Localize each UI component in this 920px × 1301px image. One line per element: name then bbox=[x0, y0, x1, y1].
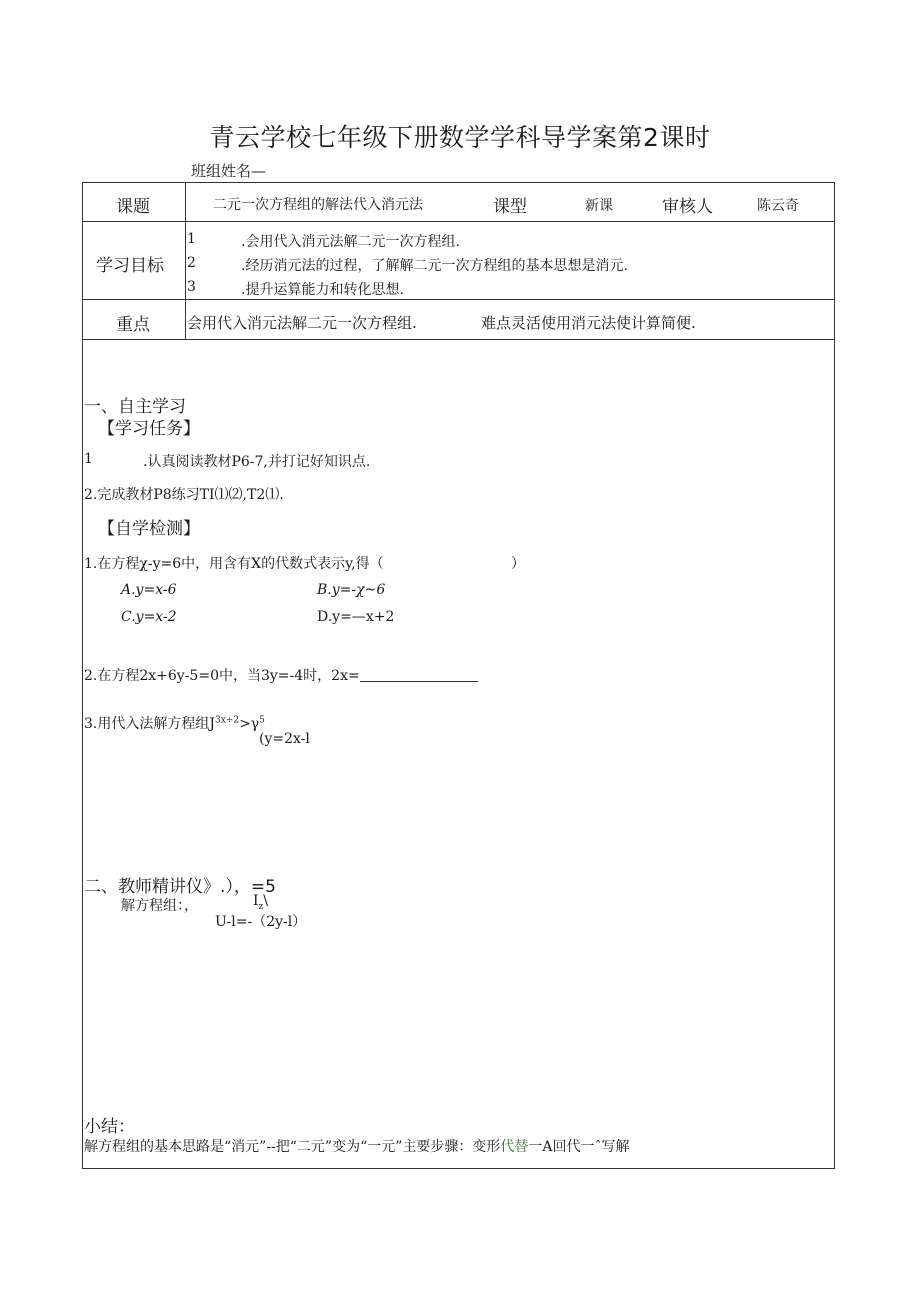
section-teacher-heading: 二、教师精讲仪》.），=5 bbox=[84, 877, 276, 897]
question-1: 1.在方程χ-y=6中，用含有X的代数式表示y,得（ bbox=[84, 556, 384, 572]
task-number: 1 bbox=[84, 451, 93, 467]
table-divider-1 bbox=[82, 221, 835, 222]
table-column-divider bbox=[185, 182, 186, 340]
question-3-equation-2: (y=2x-l bbox=[259, 731, 310, 747]
equation-top-tail: \ bbox=[263, 893, 268, 909]
task-text: .认真阅读教材P6-7,并打记好知识点. bbox=[143, 454, 371, 470]
summary-heading: 小结： bbox=[84, 1117, 135, 1137]
section-self-study-heading: 一、自主学习 bbox=[84, 397, 186, 417]
key-point-label: 重点 bbox=[116, 315, 150, 335]
task-text: 2.完成教材P8练习TI⑴⑵,T2⑴. bbox=[84, 487, 284, 503]
page-title: 青云学校七年级下册数学学科导学案第2课时 bbox=[209, 123, 711, 152]
option-a: A.y=x-6 bbox=[121, 582, 177, 598]
question-3-superscript: 5 bbox=[259, 715, 265, 726]
question-1-close: ） bbox=[511, 556, 525, 572]
difficulty-text: 难点灵活使用消元法使计算简便. bbox=[481, 314, 696, 332]
equation-bottom: U-l=-（2y-l） bbox=[215, 914, 307, 930]
table-divider-2 bbox=[82, 299, 835, 300]
goal-text: .经历消元法的过程，了解解二元一次方程组的基本思想是消元. bbox=[241, 258, 628, 274]
key-point-text: 会用代入消元法解二元一次方程组. bbox=[187, 314, 417, 332]
type-value: 新课 bbox=[585, 198, 613, 214]
learning-task-heading: 【学习任务】 bbox=[98, 419, 200, 439]
question-3-text: 3.用代入法解方程组J bbox=[84, 716, 215, 732]
question-3-mid: >γ bbox=[239, 716, 260, 732]
goal-number: 3 bbox=[187, 279, 196, 295]
option-b: B.y=-χ~6 bbox=[317, 582, 386, 598]
learning-goals-label: 学习目标 bbox=[96, 256, 164, 276]
summary-text-part: 一A回代一ˆ写解 bbox=[528, 1139, 630, 1155]
topic-value: 二元一次方程组的解法代入消元法 bbox=[213, 197, 423, 213]
table-divider-3 bbox=[82, 339, 835, 340]
question-3-superscript: 3x÷2 bbox=[214, 715, 240, 726]
equation-top-text: I bbox=[253, 893, 259, 909]
summary-text-highlight: 代替 bbox=[500, 1139, 529, 1155]
type-label: 课型 bbox=[493, 197, 527, 217]
goal-text: .会用代入消元法解二元一次方程组. bbox=[241, 234, 460, 250]
answer-blank bbox=[360, 669, 478, 682]
reviewer-value: 陈云奇 bbox=[757, 198, 799, 214]
solve-label: 解方程组：， bbox=[121, 898, 198, 914]
goal-text: .提升运算能力和转化思想. bbox=[241, 282, 404, 298]
option-c: C.y=x-2 bbox=[121, 609, 177, 625]
summary-text bbox=[84, 1136, 630, 1156]
question-2-text: 2.在方程2x+6y-5=0中，当3y=-4时，2x= bbox=[84, 668, 360, 684]
class-name-line: 班组姓名— bbox=[191, 162, 267, 180]
option-d: D.y=—x+2 bbox=[317, 609, 395, 625]
question-3 bbox=[84, 713, 265, 733]
reviewer-label: 审核人 bbox=[662, 197, 713, 217]
equation-top-subscript: z bbox=[258, 901, 264, 912]
self-check-heading: 【自学检测】 bbox=[98, 519, 200, 539]
summary-text-part: 解方程组的基本思路是“消元”--把“二元”变为“一元”主要步骤：变形 bbox=[84, 1139, 501, 1155]
topic-label: 课题 bbox=[116, 197, 150, 217]
goal-number: 1 bbox=[187, 231, 196, 247]
question-2 bbox=[84, 665, 478, 685]
equation-top bbox=[253, 893, 268, 912]
goal-number: 2 bbox=[187, 255, 196, 271]
